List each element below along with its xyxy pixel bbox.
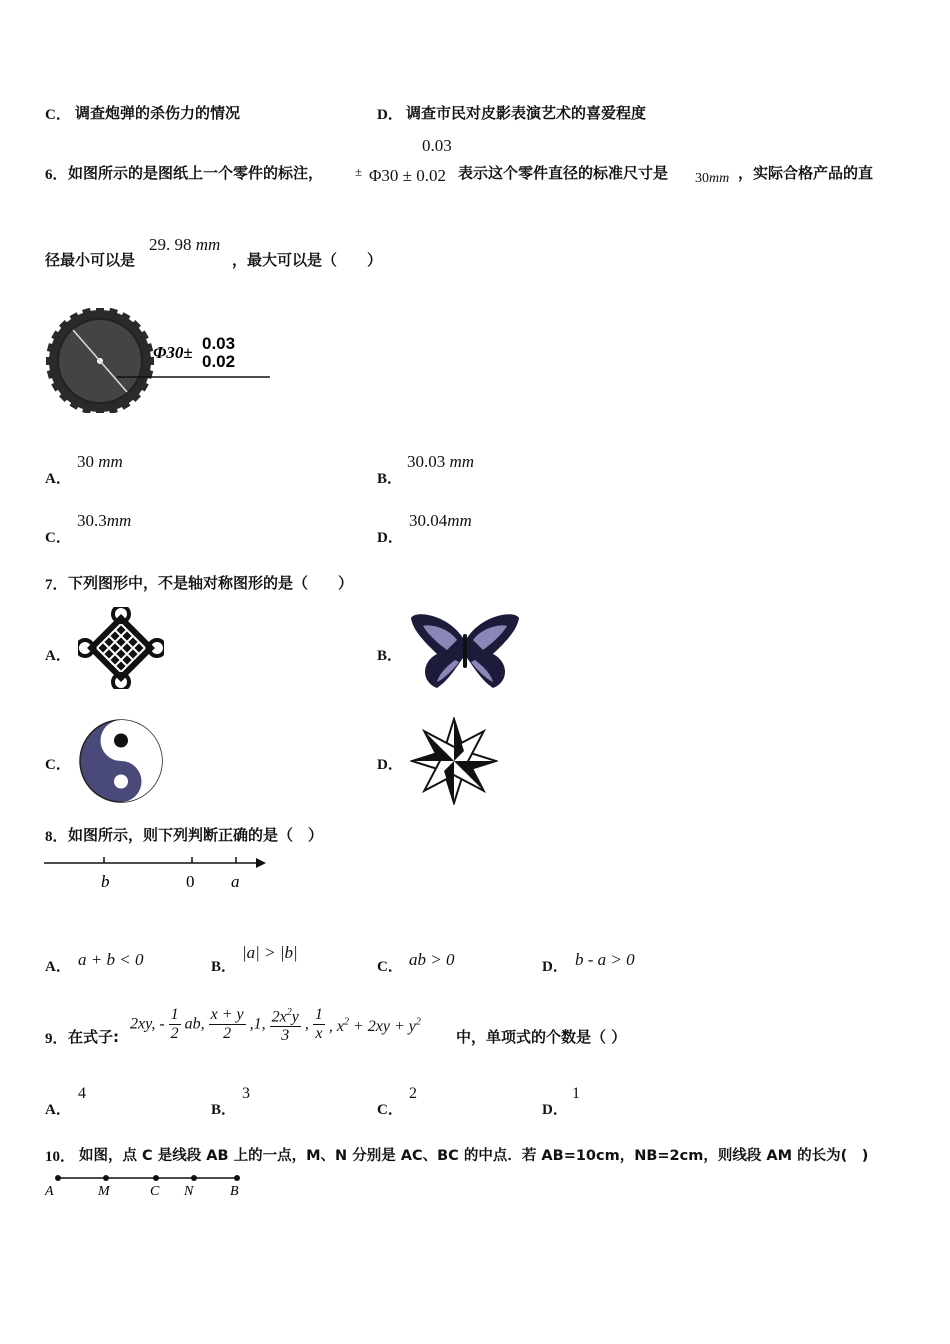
q9-option-b-value: 3 <box>242 1085 250 1102</box>
point-label-b: B <box>230 1184 239 1199</box>
number-line <box>44 852 272 896</box>
q6-pm-sign: ± <box>355 164 363 179</box>
q6-tolerance-upper: 0.03 <box>422 136 452 155</box>
q9-number: 9． <box>45 1031 68 1047</box>
point-label-a: A <box>45 1184 54 1199</box>
q9-text-1: 在式子: <box>68 1028 119 1046</box>
star-icon <box>410 717 498 805</box>
axis-label-a: a <box>231 872 240 891</box>
q7-option-c-label: C． <box>45 757 71 773</box>
gear-tolerance-top: 0.03 <box>202 334 236 353</box>
q6-number: 6． <box>45 167 68 183</box>
gear-tolerance-bottom: 0.02 <box>202 352 236 371</box>
q8-option-d-expr: b - a > 0 <box>575 950 635 969</box>
q5-option-d-text: 调查市民对皮影表演艺术的喜爱程度 <box>406 104 647 122</box>
point-label-n: N <box>184 1184 194 1199</box>
q9-option-c-value: 2 <box>409 1085 417 1102</box>
q9-option-a-value: 4 <box>78 1085 86 1102</box>
gear-dimension-label: Φ30± <box>153 343 193 362</box>
axis-label-b: b <box>101 872 110 891</box>
q9-option-c-label: C． <box>377 1102 403 1118</box>
q9-option-a-label: A． <box>45 1102 71 1118</box>
butterfly-figure <box>407 610 523 692</box>
q8-option-d-label: D． <box>542 959 568 975</box>
q7-number: 7． <box>45 577 68 593</box>
q9-option-d-label: D． <box>542 1102 568 1118</box>
q8-option-a-label: A． <box>45 959 71 975</box>
q6-text-2: 表示这个零件直径的标准尺寸是 <box>458 164 669 182</box>
q6-standard-size: 30mm <box>695 171 730 186</box>
q9-option-d-value: 1 <box>572 1085 580 1102</box>
eight-point-star-figure <box>410 717 498 805</box>
q8-option-c-expr: ab > 0 <box>409 950 455 969</box>
q6-text-4: 径最小可以是 <box>45 251 136 269</box>
gear-figure <box>45 308 275 413</box>
q6-text-5: ，最大可以是（ ） <box>232 251 383 269</box>
yin-yang-figure <box>78 718 164 804</box>
q6-option-d-value: 30.04mm <box>409 511 472 530</box>
q8-number: 8． <box>45 829 68 845</box>
segment-figure <box>42 1170 252 1204</box>
q8-option-b-label: B． <box>211 959 237 975</box>
q6-tolerance-expr: Φ30 ± 0.02 <box>369 166 447 185</box>
point-label-m: M <box>98 1184 110 1199</box>
q6-option-d-label: D． <box>377 530 403 546</box>
q9-option-b-label: B． <box>211 1102 237 1118</box>
q10-number: 10． <box>45 1149 76 1165</box>
q6-option-a-label: A． <box>45 471 71 487</box>
q7-option-b-label: B． <box>377 648 403 664</box>
q8-option-c-label: C． <box>377 959 403 975</box>
q7-option-a-label: A． <box>45 648 71 664</box>
q6-option-a-value: 30 mm <box>77 452 123 471</box>
arrow-icon <box>256 858 266 868</box>
butterfly-icon <box>411 614 519 688</box>
q5-option-c-text: 调查炮弹的杀伤力的情况 <box>75 104 241 122</box>
axis-label-zero: 0 <box>186 872 195 891</box>
q8-option-a-expr: a + b < 0 <box>78 950 144 969</box>
q6-option-b-value: 30.03 mm <box>407 452 475 471</box>
q9-expression-list: 2xy, - $\frac{1}{2}$ ab, $\frac{x + y}{2}$ ,1, $\frac{2x^2y}{3}$ , $\frac{1}{x}$ , $x^2 + 2xy + y^2$ <box>130 1004 421 1045</box>
gear-icon <box>46 308 154 413</box>
q8-option-b-expr: |a| > |b| <box>242 943 298 962</box>
q10-text: 如图，点 C 是线段 AB 上的一点，M、N 分别是 AC、BC 的中点．若 AB=10cm，NB=2cm，则线段 AM 的长为( ) <box>79 1148 869 1164</box>
q6-text-1: 如图所示的是图纸上一个零件的标注， <box>68 164 324 182</box>
q9-text-2: 中，单项式的个数是（ ） <box>456 1028 627 1046</box>
yin-yang-icon <box>80 720 162 802</box>
q6-option-b-label: B． <box>377 471 403 487</box>
point-label-c: C <box>150 1184 160 1199</box>
q7-option-d-label: D． <box>377 757 403 773</box>
q6-min-size: 29. 98 mm <box>149 235 221 254</box>
q8-text: 如图所示，则下列判断正确的是（ ） <box>68 826 324 844</box>
q5-option-d-label: D． <box>377 107 403 123</box>
q6-option-c-value: 30.3mm <box>77 511 132 530</box>
q5-option-c-label: C． <box>45 107 71 123</box>
q6-option-c-label: C． <box>45 530 71 546</box>
chinese-knot-figure <box>78 607 164 689</box>
q7-text: 下列图形中，不是轴对称图形的是（ ） <box>68 574 354 592</box>
q6-text-3: ，实际合格产品的直 <box>738 164 874 182</box>
